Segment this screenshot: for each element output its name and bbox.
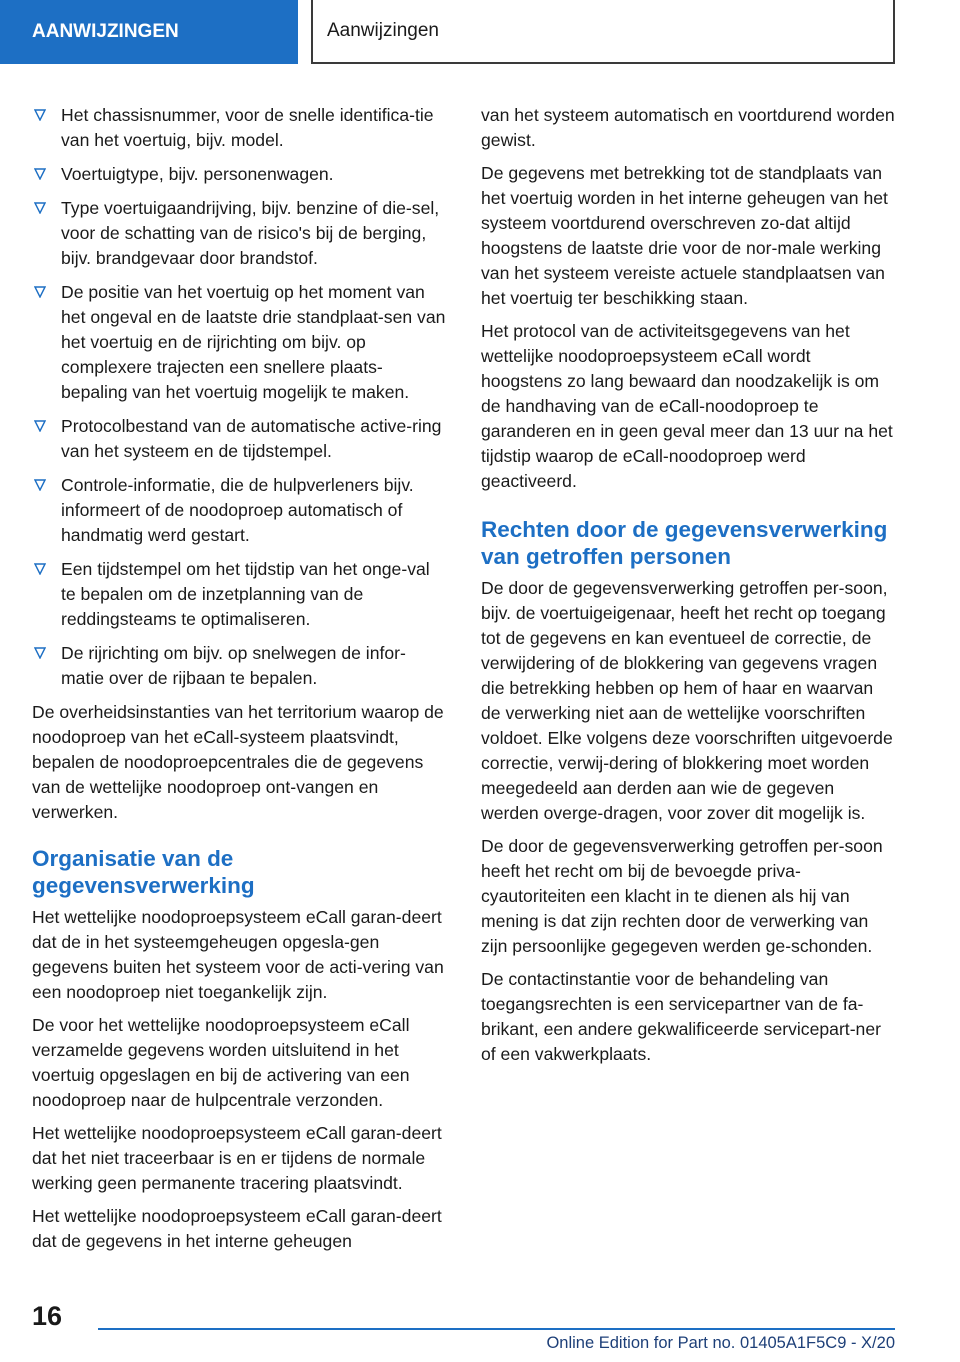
body-paragraph: Het protocol van de activiteitsgegevens van het wettelijke noodoproepsysteem eCall wordt hoogstens zo lang bewaard dan noodzakelijk is om de handhaving van de eCall-noodoproep te garanderen en in geen geval meer dan 13 uur na het tijdstip waarop de eCall-noodoproep werd geactiveerd. bbox=[481, 321, 893, 491]
triangle-bullet-icon bbox=[34, 168, 46, 180]
list-item-text: Het chassisnummer, voor de snelle identifica-tie van het voertuig, bijv. model. bbox=[61, 105, 434, 150]
list-item bbox=[32, 473, 446, 548]
list-item bbox=[32, 414, 446, 464]
body-paragraph: Het wettelijke noodoproepsysteem eCall garan-deert dat het niet traceerbaar is en er tijdens de normale werking geen permanente tracering plaatsvindt. bbox=[32, 1123, 442, 1193]
list-item-text: Type voertuigaandrijving, bijv. benzine of die-sel, voor de schatting van de risico's bij de berging, bijv. brandgevaar door brandstof. bbox=[61, 198, 440, 268]
list-item-text: Voertuigtype, bijv. personenwagen. bbox=[61, 164, 334, 184]
list-item bbox=[32, 162, 446, 187]
left-column bbox=[32, 103, 446, 1262]
page-number: 16 bbox=[32, 1301, 63, 1331]
triangle-bullet-icon bbox=[34, 479, 46, 491]
list-item-text: Een tijdstempel om het tijdstip van het onge-val te bepalen om de inzetplanning van de reddingsteams te optimaliseren. bbox=[61, 559, 430, 629]
triangle-bullet-icon bbox=[34, 109, 46, 121]
list-item-text: Protocolbestand van de automatische active-ring van het systeem en de tijdstempel. bbox=[61, 416, 442, 461]
chapter-title: Aanwijzingen bbox=[327, 20, 439, 41]
list-item-text: De rijrichting om bijv. op snelwegen de infor-matie over de rijbaan te bepalen. bbox=[61, 643, 406, 688]
footer-divider bbox=[98, 1328, 895, 1330]
body-paragraph: De contactinstantie voor de behandeling van toegangsrechten is een servicepartner van de fa-brikant, een andere gekwalificeerde servicepart-ner of een vakwerkplaats. bbox=[481, 969, 881, 1064]
triangle-bullet-icon bbox=[34, 420, 46, 432]
triangle-bullet-icon bbox=[34, 563, 46, 575]
body-paragraph: De overheidsinstanties van het territorium waarop de noodoproep van het eCall-systeem plaatsvindt, bepalen de noodoproepcentrales die de gegevens van de wettelijke noodoproep ont-vangen en verwerken. bbox=[32, 702, 444, 822]
triangle-bullet-icon bbox=[34, 647, 46, 659]
body-paragraph: Het wettelijke noodoproepsysteem eCall garan-deert dat de in het systeemgeheugen opgesla-gen gegevens buiten het systeem voor de acti-vering van een noodoproep niet toegankelijk zijn. bbox=[32, 907, 444, 1002]
data-items-list bbox=[32, 103, 446, 691]
section-heading-rights: Rechten door de gegevensverwerking van getroffen personen bbox=[481, 517, 888, 569]
list-item bbox=[32, 103, 446, 153]
list-item bbox=[32, 557, 446, 632]
list-item bbox=[32, 641, 446, 691]
triangle-bullet-icon bbox=[34, 286, 46, 298]
list-item-text: De positie van het voertuig op het moment van het ongeval en de laatste drie standplaat-sen van het voertuig en de rijrichting om bijv. op complexere trajecten een snellere plaats-bepaling van het voertuig mogelijk te maken. bbox=[61, 282, 446, 402]
section-heading-organisation: Organisatie van de gegevensverwerking bbox=[32, 846, 255, 898]
body-paragraph: van het systeem automatisch en voortdurend worden gewist. bbox=[481, 105, 895, 150]
section-tab bbox=[0, 0, 298, 64]
body-paragraph: De door de gegevensverwerking getroffen per-soon heeft het recht om bij de bevoegde priva-cyautoriteiten een klacht in te dienen als hij van mening is dat zijn rechten door de verwerking van zijn persoonlijke gegegeven werden ge-schonden. bbox=[481, 836, 883, 956]
right-column bbox=[481, 103, 895, 1075]
body-paragraph: De voor het wettelijke noodoproepsysteem eCall verzamelde gegevens worden uitsluitend in het voertuig opgeslagen en bij de activering van een noodoproep naar de hulpcentrale verzonden. bbox=[32, 1015, 410, 1110]
footer-edition-text: Online Edition for Part no. 01405A1F5C9 - X/20 bbox=[546, 1334, 895, 1352]
triangle-bullet-icon bbox=[34, 202, 46, 214]
chapter-title-box bbox=[311, 0, 895, 64]
section-tab-label: AANWIJZINGEN bbox=[32, 21, 179, 42]
list-item-text: Controle-informatie, die de hulpverleners bijv. informeert of de noodoproep automatisch of handmatig werd gestart. bbox=[61, 475, 414, 545]
list-item bbox=[32, 196, 446, 271]
list-item bbox=[32, 280, 446, 405]
body-paragraph: Het wettelijke noodoproepsysteem eCall garan-deert dat de gegevens in het interne geheugen bbox=[32, 1206, 442, 1251]
body-paragraph: De door de gegevensverwerking getroffen per-soon, bijv. de voertuigeigenaar, heeft het recht op toegang tot de gegevens en kan eventueel de correctie, de verwijdering of de blokkering van gegevens vragen die betrekking hebben op hem of haar en waarvan de verwerking niet aan de wettelijke voorschriften voldoet. Elke volgens deze voorschriften uitgevoerde correctie, verwij-dering of blokkering moet worden meegedeeld aan derden aan wie de gegeven werden overge-dragen, voor zover dit mogelijk is. bbox=[481, 578, 893, 823]
body-paragraph: De gegevens met betrekking tot de standplaats van het voertuig worden in het interne geheugen van het systeem voortdurend overschreven zo-dat altijd hoogstens de laatste drie voor de nor-male werking van het systeem vereiste actuele standplaatsen van het voertuig ter beschikking staan. bbox=[481, 163, 888, 308]
